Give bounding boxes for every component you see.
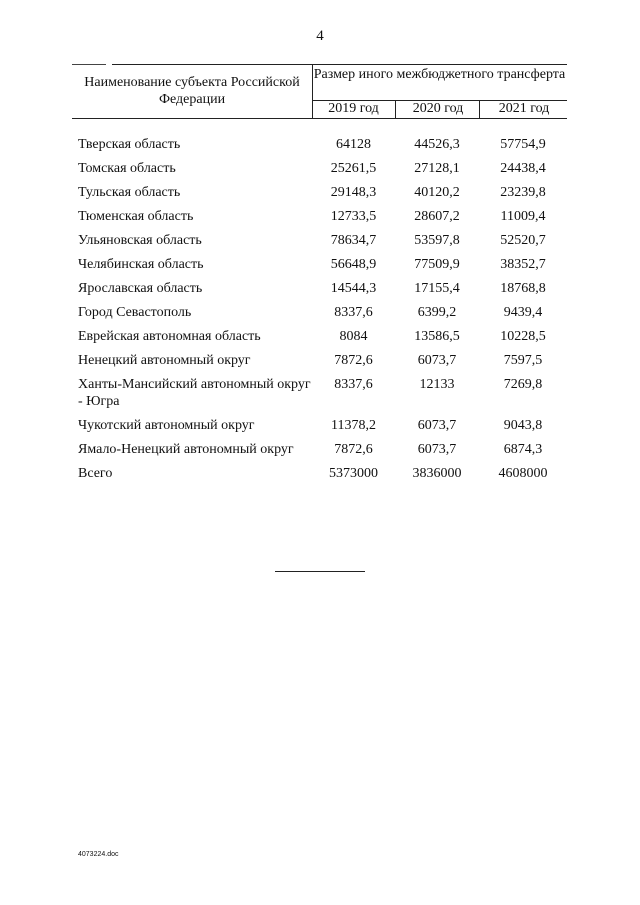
value-2019: 8084 (339, 329, 368, 344)
table-row (72, 136, 567, 153)
table-row (72, 352, 567, 369)
value-2020: 28607,2 (414, 209, 460, 224)
footer-file-name: 4073224.doc (78, 851, 119, 858)
value-2021: 7597,5 (503, 353, 543, 368)
end-of-document-rule (275, 571, 365, 572)
year-header-2020: 2020 год (395, 100, 480, 118)
table-row (72, 328, 567, 345)
value-2020: 44526,3 (414, 137, 460, 152)
region-name: Ямало-Ненецкий автономный округ (78, 442, 294, 457)
year-headers (312, 100, 567, 118)
header-bottom-rule (72, 118, 567, 119)
region-name: Томская область (78, 161, 176, 176)
value-2019: 12733,5 (330, 209, 377, 224)
value-2020: 40120,2 (414, 185, 460, 200)
value-2020: 6073,7 (417, 418, 457, 433)
value-2021: 6874,3 (503, 442, 543, 457)
value-2020: 13586,5 (414, 329, 460, 344)
table-row (72, 256, 567, 273)
table-row (72, 417, 567, 434)
value-2020: 27128,1 (414, 161, 460, 176)
value-2019: 25261,5 (330, 161, 377, 176)
value-2021: 18768,8 (500, 281, 546, 296)
value-2020: 6399,2 (417, 305, 457, 320)
table-row (72, 441, 567, 458)
table-row (72, 208, 567, 225)
value-2019: 29148,3 (330, 185, 377, 200)
value-2021: 23239,8 (500, 185, 546, 200)
region-name: Город Севастополь (78, 305, 192, 320)
table-body (72, 136, 567, 489)
region-name: Тверская область (78, 137, 181, 152)
value-2019: 11378,2 (331, 418, 376, 433)
value-2021: 24438,4 (500, 161, 546, 176)
value-2019: 64128 (336, 137, 371, 152)
value-2019: 78634,7 (330, 233, 377, 248)
region-name: Ульяновская область (78, 233, 202, 248)
total-2021: 4608000 (498, 466, 548, 481)
value-2021: 7269,8 (503, 377, 543, 392)
total-2019: 5373000 (329, 466, 378, 481)
table-row (72, 304, 567, 321)
value-2019: 7872,6 (334, 353, 373, 368)
transfer-column-header: Размер иного межбюджетного трансферта (313, 67, 566, 82)
table-row-total (72, 465, 567, 482)
region-name: Тульская область (78, 185, 181, 200)
value-2020: 6073,7 (417, 442, 457, 457)
year-header-2021: 2021 год (479, 100, 568, 118)
value-2020: 17155,4 (414, 281, 460, 296)
value-2021: 11009,4 (500, 209, 546, 224)
year-header-2019: 2019 год (328, 101, 379, 116)
value-2019: 56648,9 (330, 257, 377, 272)
value-2019: 7872,6 (334, 442, 373, 457)
region-name: Ханты-Мансийский автономный округ - Югра (78, 377, 311, 409)
value-2021: 38352,7 (500, 257, 546, 272)
region-name: Челябинская область (78, 257, 204, 272)
value-2021: 9043,8 (503, 418, 543, 433)
table-row (72, 184, 567, 201)
value-2020: 77509,9 (414, 257, 460, 272)
value-2020: 6073,7 (417, 353, 457, 368)
region-name: Ярославская область (78, 281, 203, 296)
page-number: 4 (316, 28, 324, 44)
table-row (72, 160, 567, 177)
table-header (72, 64, 567, 118)
value-2021: 9439,4 (503, 305, 543, 320)
table-row (72, 280, 567, 297)
region-name: Еврейская автономная область (78, 329, 261, 344)
value-2021: 57754,9 (500, 137, 546, 152)
table-row (72, 232, 567, 249)
value-2020: 12133 (419, 377, 455, 392)
total-label: Всего (78, 466, 113, 481)
region-name: Ненецкий автономный округ (78, 353, 251, 368)
value-2021: 52520,7 (500, 233, 546, 248)
region-name: Чукотский автономный округ (78, 418, 255, 433)
value-2019: 14544,3 (330, 281, 377, 296)
value-2019: 8337,6 (334, 377, 373, 392)
value-2019: 8337,6 (334, 305, 373, 320)
table-row (72, 376, 567, 410)
value-2021: 10228,5 (500, 329, 546, 344)
value-2020: 53597,8 (414, 233, 460, 248)
subject-column-header: Наименование субъекта Российской Федерации (84, 75, 300, 107)
region-name: Тюменская область (78, 209, 194, 224)
total-2020: 3836000 (412, 466, 462, 481)
